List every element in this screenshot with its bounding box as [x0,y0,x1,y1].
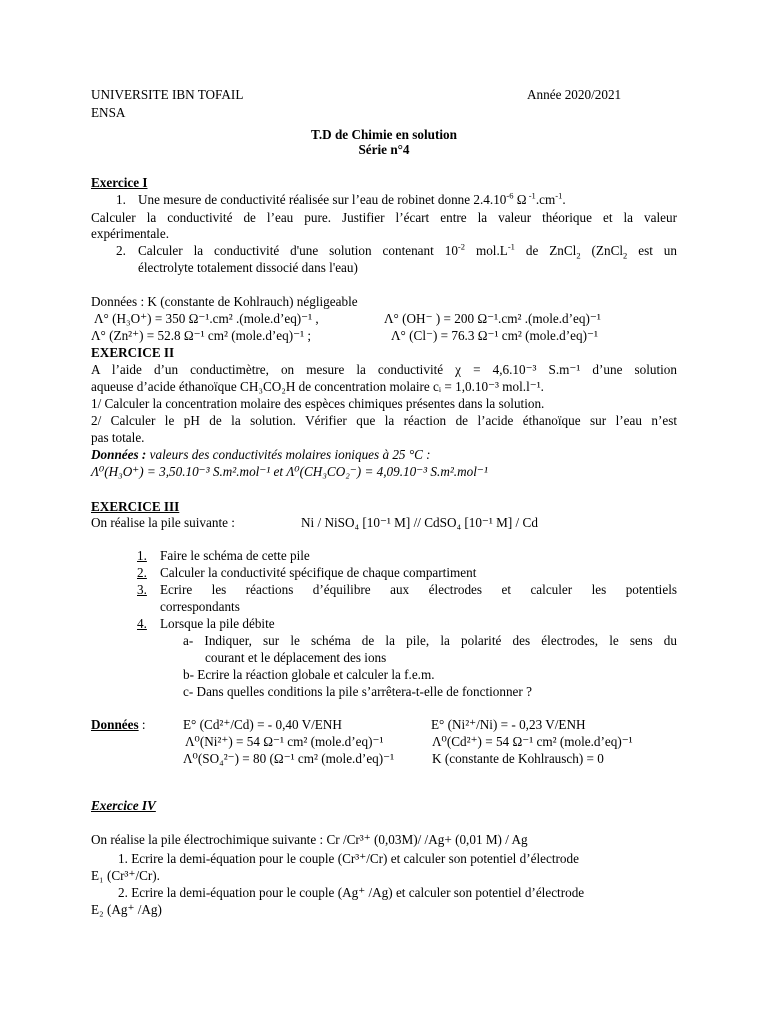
ex1-q2-text: Calculer la conductivité d'une solution contenant $10^{-2}$ $mol.L^{-1}$ de ZnCl$_2$ (ZnCl$_2$ est un [138,241,677,261]
exercise-3-heading: EXERCICE III [91,499,180,514]
exercise-4-heading: Exercice IV [91,798,156,813]
e-cd: E° (Cd²⁺/Cd) = - 0,40 V/ENH [183,717,342,732]
ex2-q2-line2: pas totale. [91,430,145,445]
ex2-q2: 2/ Calculer le pH de la solution. Vérifier que la réaction de l’acide éthanoïque sur l’eau n’est [91,413,677,428]
lambda-zn: Λ° (Zn²⁺) = 52.8 Ω⁻¹ cm² (mole.d’eq)⁻¹ ; [91,328,312,343]
ex1-q1-number: 1. [116,192,126,207]
ex3-sub-c: c- Dans quelles conditions la pile s’arrêtera-t-elle de fonctionner ? [183,684,532,699]
ex3-intro: On réalise la pile suivante : [91,515,235,530]
lambda-cd: Λ⁰(Cd²⁺) = 54 Ω⁻¹ cm² (mole.d’eq)⁻¹ [432,734,633,749]
lambda-h3o: Λ° (H₃O⁺) = 350 Ω⁻¹.cm² .(mole.d’eq)⁻¹ , [94,311,319,326]
ex3-sub-a-cont: courant et le déplacement des ions [205,650,387,665]
exercise-2-heading: EXERCICE II [91,345,175,360]
series-number: Série n°4 [358,142,410,157]
ex3-item-4-number: 4. [137,616,147,631]
ex1-q1-line2: Calculer la conductivité de l’eau pure. Justifier l’écart entre la valeur théorique et la valeur [91,210,677,225]
ex1-q2-number: 2. [116,243,126,258]
ex3-data-label: Données : [91,717,146,732]
school-name: ENSA [91,105,126,120]
ex3-item-2-number: 2. [137,565,147,580]
ex3-item-1-number: 1. [137,548,147,563]
ex3-item-4: Lorsque la pile débite [160,616,275,631]
ex2-data-values: Λ⁰(H₃O⁺) = 3,50.10⁻³ S.m².mol⁻¹ et Λ⁰(CH₃CO₂⁻) = 4,09.10⁻³ S.m².mol⁻¹ [91,464,488,479]
lambda-so4: Λ⁰(SO₄²⁻) = 80 (Ω⁻¹ cm² (mole.d’eq)⁻¹ [183,751,395,766]
ex2-paragraph-line2: aqueuse d’acide éthanoïque CH₃CO₂H de concentration molaire cᵢ = 1,0.10⁻³ mol.l⁻¹. [91,379,544,394]
document-title: T.D de Chimie en solution [311,127,457,142]
ex2-paragraph-line1: A l’aide d’un conductimètre, on mesure la conductivité χ = 4,6.10⁻³ S.m⁻¹ d’une solution [91,362,677,377]
ex4-q1: 1. Ecrire la demi-équation pour le couple (Cr³⁺/Cr) et calculer son potentiel d’électrode [118,851,579,866]
ex2-q1: 1/ Calculer la concentration molaire des espèces chimiques présentes dans la solution. [91,396,545,411]
ex2-data-heading: Données : valeurs des conductivités molaires ioniques à 25 °C : [91,447,431,462]
ex4-intro: On réalise la pile électrochimique suivante : Cr /Cr³⁺ (0,03M)/ /Ag+ (0,01 M) / Ag [91,832,528,847]
ex3-cell-notation: Ni / NiSO₄ [10⁻¹ M] // CdSO₄ [10⁻¹ M] / Cd [301,515,538,530]
exercise-1-heading: Exercice I [91,175,148,190]
ex4-q2: 2. Ecrire la demi-équation pour le couple (Ag⁺ /Ag) et calculer son potentiel d’électrode [118,885,585,900]
ex3-item-3-number: 3. [137,582,147,597]
ex1-q2-line2: électrolyte totalement dissocié dans l'eau) [138,260,358,275]
ex3-item-3: Ecrire les réactions d’équilibre aux électrodes et calculer les potentiels [160,582,677,597]
ex3-item-2: Calculer la conductivité spécifique de chaque compartiment [160,565,477,580]
lambda-oh: Λ° (OH⁻ ) = 200 Ω⁻¹.cm² .(mole.d’eq)⁻¹ [384,311,601,326]
ex1-q1-text: Une mesure de conductivité réalisée sur l’eau de robinet donne $2.4.10^{-6}$ Ω $^{-1}.cm^{-1}$. [138,190,566,207]
ex3-item-1: Faire le schéma de cette pile [160,548,310,563]
lambda-cl: Λ° (Cl⁻) = 76.3 Ω⁻¹ cm² (mole.d’eq)⁻¹ [391,328,598,343]
ex4-q1-cont: E₁ (Cr³⁺/Cr). [91,868,160,883]
ex4-q2-cont: E₂ (Ag⁺ /Ag) [91,902,162,917]
university-name: UNIVERSITE IBN TOFAIL [91,87,244,102]
ex1-data-line: Données : K (constante de Kohlrauch) négligeable [91,294,358,309]
lambda-ni: Λ⁰(Ni²⁺) = 54 Ω⁻¹ cm² (mole.d’eq)⁻¹ [185,734,384,749]
ex3-sub-a: a- Indiquer, sur le schéma de la pile, la polarité des électrodes, le sens du [183,633,677,648]
ex3-sub-b: b- Ecrire la réaction globale et calculer la f.e.m. [183,667,435,682]
e-ni: E° (Ni²⁺/Ni) = - 0,23 V/ENH [431,717,586,732]
kohlrausch-constant: K (constante de Kohlrausch) = 0 [432,751,604,766]
academic-year: Année 2020/2021 [527,87,622,102]
ex1-q1-line3: expérimentale. [91,226,169,241]
ex3-item-3-cont: correspondants [160,599,240,614]
